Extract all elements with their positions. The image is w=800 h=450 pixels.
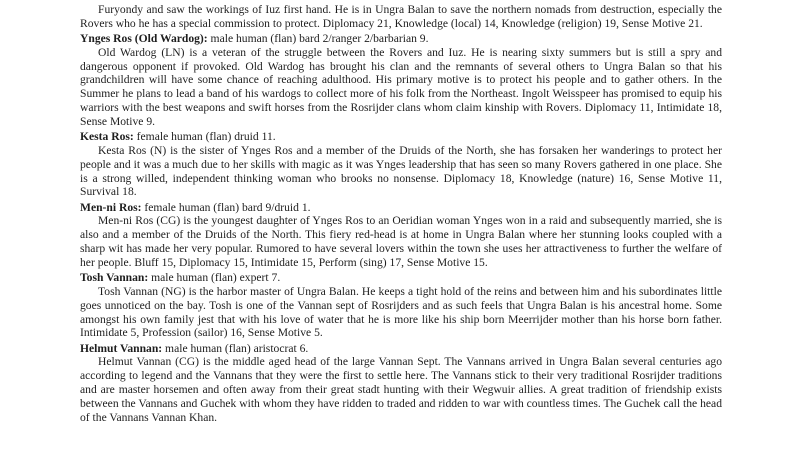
entry-heading-ynges-ros bbox=[80, 32, 722, 46]
entry-body-ynges-ros: Old Wardog (LN) is a veteran of the struggle between the Rovers and Iuz. He is nearing sixty summers but is still a spry and dangerous opponent if provoked. Old Wardog has brought his clan and the remnants of several others to Ungra Balan so that his grandchildren will have some chance of reaching adulthood. His primary motive is to protect his people and to gather others. In the Summer he plans to lead a band of his wardogs to collect more of his folk from the Northeast. Ingolt Weisspeer has promised to equip his warriors with the best weapons and swift horses from the Rosrijder clans whom claim kinship with Rovers. Diplomacy 11, Intimidate 18, Sense Motive 9. bbox=[80, 45, 722, 128]
entry-heading-men-ni-ros bbox=[80, 201, 722, 215]
entry-heading-helmut-vannan bbox=[80, 342, 722, 356]
npc-name: Men-ni Ros: bbox=[80, 200, 142, 214]
npc-name: Kesta Ros: bbox=[80, 130, 134, 144]
entry-heading-kesta-ros bbox=[80, 130, 722, 144]
npc-statline: male human (flan) bard 2/ranger 2/barbarian 9. bbox=[207, 32, 429, 46]
entry-body-men-ni-ros: Men-ni Ros (CG) is the youngest daughter of Ynges Ros to an Oeridian woman Ynges won in a raid and subsequently married, she is also and a member of the Druids of the North. This fiery red-head is at home in Ungra Balan where her stunning looks coupled with a sharp wit has made her very popular. Rumored to have several lovers within the town she uses her attractiveness to further the welfare of her people. Bluff 15, Diplomacy 15, Intimidate 15, Perform (sing) 17, Sense Motive 15. bbox=[80, 214, 722, 269]
npc-name: Tosh Vannan: bbox=[80, 271, 149, 285]
npc-statline: female human (flan) bard 9/druid 1. bbox=[141, 200, 311, 214]
entry-body-kesta-ros: Kesta Ros (N) is the sister of Ynges Ros and a member of the Druids of the North, she has forsaken her wanderings to protect her people and it was a much due to her skills with magic as it was Ynges leadership that has seen so many Rovers gathered in one place. She is a strong willed, independent thinking woman who brooks no nonsense. Diplomacy 18, Knowledge (nature) 16, Sense Motive 11, Survival 18. bbox=[80, 143, 722, 199]
npc-name: Ynges Ros (Old Wardog): bbox=[80, 32, 208, 46]
npc-statline: male human (flan) expert 7. bbox=[148, 271, 281, 285]
npc-statline: male human (flan) aristocrat 6. bbox=[162, 341, 309, 355]
continuation-paragraph: Furyondy and saw the workings of Iuz first hand. He is in Ungra Balan to save the northern nomads from destruction, especially the Rovers who he has a special commission to protect. Diplomacy 21, Knowledge (local) 14, Knowledge (religion) 19, Sense Motive 21. bbox=[80, 3, 722, 30]
npc-name: Helmut Vannan: bbox=[80, 341, 163, 355]
entry-heading-tosh-vannan bbox=[80, 271, 722, 285]
entry-body-tosh-vannan: Tosh Vannan (NG) is the harbor master of Ungra Balan. He keeps a tight hold of the reins and between him and his subordinates little goes unnoticed on the bay. Tosh is one of the Vannan sept of Rosrijders and as such feels that Ungra Balan is his ancestral home. Some amongst his own family jest that with his love of water that he is more like his ship born Meerrijder mother than his horse born father. Intimidate 5, Profession (sailor) 16, Sense Motive 5. bbox=[80, 284, 722, 340]
entry-body-helmut-vannan: Helmut Vannan (CG) is the middle aged head of the large Vannan Sept. The Vannans arrived in Ungra Balan several centuries ago according to legend and the Vannans that they were the first to settle here. The Vannans stick to their very traditional Rosrijder traditions and are master horsemen and often away from their great stadt hunting with their Wegwuir allies. A great tradition of friendship exists between the Vannans and Guchek with whom they have ridden to traded and ridden to war with countless times. The Guchek call the head of the Vannans Vannan Khan. bbox=[80, 355, 722, 424]
npc-statline: female human (flan) druid 11. bbox=[133, 130, 276, 144]
